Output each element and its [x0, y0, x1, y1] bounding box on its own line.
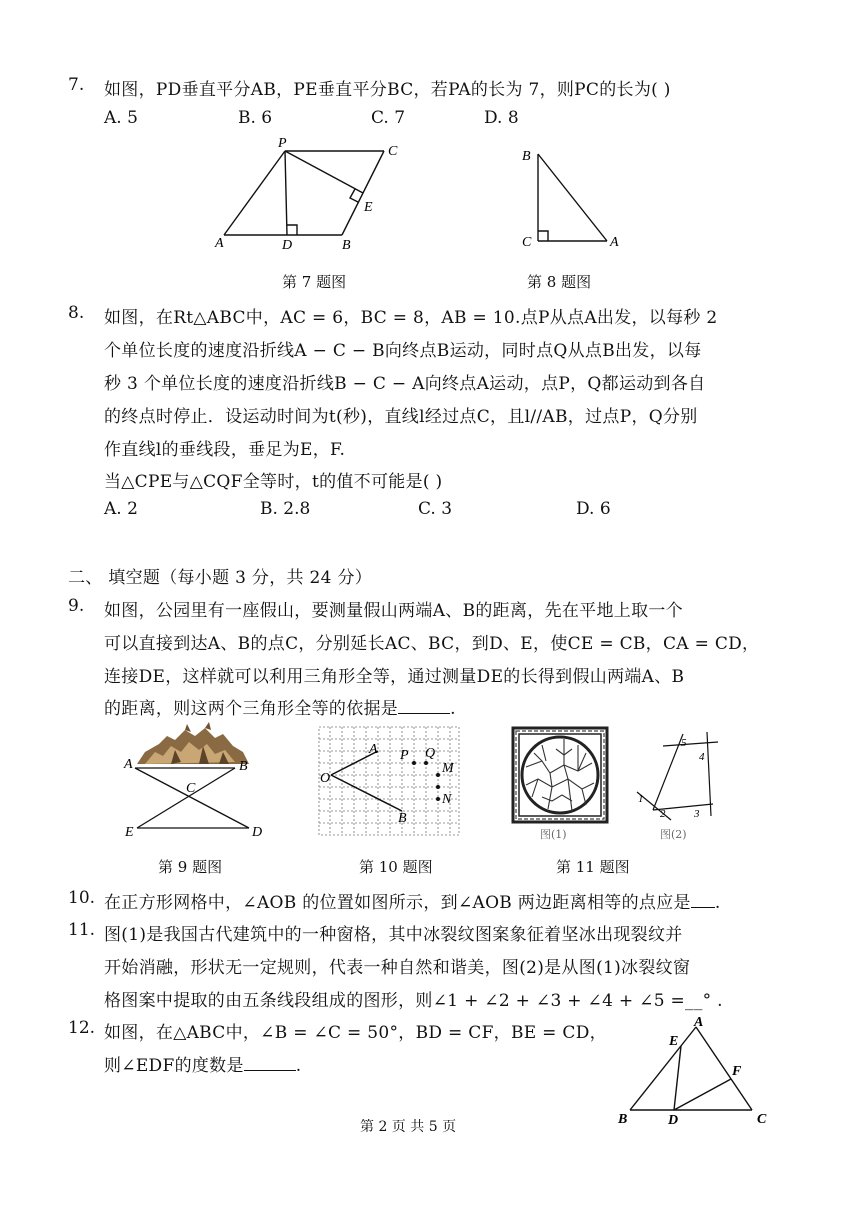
q12-line-2-text: 则∠EDF的度数是 [104, 1056, 244, 1076]
q11-line-1: 图(1)是我国古代建筑中的一种窗格，其中冰裂纹图案象征着坚冰出现裂纹并 [104, 925, 683, 945]
fig9-label-c: C [186, 781, 196, 796]
q12-line-1: 如图，在△ABC中，∠B = ∠C = 50°，BD = CF，BE = CD， [104, 1023, 607, 1043]
q7-option-d: D. 8 [484, 108, 519, 128]
q12-end: . [295, 1056, 302, 1076]
q11-number: 11. [68, 920, 96, 940]
fig11-angle-4: 4 [699, 751, 705, 763]
figure-9-diagram [115, 722, 275, 844]
q8-line-5: 作直线l的垂线段，垂足为E，F. [104, 440, 346, 460]
fig10-label-n: N [442, 792, 452, 807]
q10-text: 在正方形网格中，∠AOB 的位置如图所示，到∠AOB 两边距离相等的点应是 [104, 893, 691, 913]
fig11-angle-1: 1 [638, 793, 644, 805]
q8-line-2: 个单位长度的速度沿折线A − C − B向终点B运动，同时点Q从点B出发，以每 [104, 341, 702, 361]
fig7-label-d: D [282, 238, 293, 253]
q8-number: 8. [68, 303, 85, 323]
q8-option-d: D. 6 [576, 499, 611, 519]
q12-number: 12. [68, 1018, 96, 1038]
q9-line-2: 可以直接到达A、B的点C，分别延长AC、BC，到D、E，使CE = CB，CA = CD， [104, 634, 760, 654]
q7-option-a: A. 5 [104, 108, 138, 128]
fig10-label-q: Q [425, 746, 436, 761]
fig11-caption: 第 11 题图 [556, 858, 630, 876]
fig10-label-o: O [320, 771, 331, 786]
fig11-angle-3: 3 [694, 808, 700, 820]
q11-line-3: 格图案中提取的由五条线段组成的图形，则∠1 + ∠2 + ∠3 + ∠4 + ∠5 =__° . [104, 991, 723, 1011]
q9-end: . [450, 699, 456, 719]
fig8-label-a: A [610, 235, 619, 250]
fig12-label-d: D [668, 1113, 679, 1128]
fig11-angle-5: 5 [681, 737, 687, 749]
fig8-label-c: C [522, 235, 532, 250]
q7-option-c: C. 7 [371, 108, 406, 128]
fig10-label-a: A [369, 742, 378, 757]
q7-number: 7. [68, 75, 85, 95]
figure-7-diagram [200, 135, 420, 255]
q11-line-2: 开始消融，形状无一定规则，代表一种自然和谐美，图(2)是从图(1)冰裂纹窗 [104, 958, 691, 978]
fig7-label-e: E [364, 200, 373, 215]
fig9-caption: 第 9 题图 [158, 858, 223, 876]
fig7-caption: 第 7 题图 [282, 273, 347, 291]
q7-option-b: B. 6 [238, 108, 273, 128]
q8-option-b: B. 2.8 [260, 499, 311, 519]
fig8-caption: 第 8 题图 [527, 273, 592, 291]
q8-option-a: A. 2 [104, 499, 138, 519]
fig11-angle-2: 2 [660, 808, 666, 820]
q9-line-3: 连接DE，这样就可以利用三角形全等，通过测量DE的长得到假山两端A、B [104, 667, 685, 687]
fig11-sub1-label: 图(1) [540, 828, 567, 841]
q7-stem: 如图，PD垂直平分AB，PE垂直平分BC，若PA的长为 7，则PC的长为( ) [104, 80, 671, 100]
fig11-sub2-label: 图(2) [660, 828, 687, 841]
q10-end: . [714, 893, 721, 913]
q9-line-1: 如图，公园里有一座假山，要测量假山两端A、B的距离，先在平地上取一个 [104, 601, 683, 621]
fig12-label-c: C [757, 1112, 767, 1127]
fig10-label-m: M [442, 761, 454, 776]
page-footer: 第 2 页 共 5 页 [360, 1119, 457, 1135]
q9-answer-blank [398, 699, 450, 714]
fig7-label-p: P [278, 136, 287, 151]
figure-12-diagram [612, 1015, 782, 1130]
q8-line-6: 当△CPE与△CQF全等时，t的值不可能是( ) [104, 472, 443, 492]
fig10-label-b: B [398, 811, 407, 826]
q8-line-4: 的终点时停止．设运动时间为t(秒)，直线l经过点C，且l//AB，过点P，Q分别 [104, 407, 698, 427]
fig7-label-c: C [388, 144, 398, 159]
fig9-label-b: B [239, 759, 248, 774]
q12-answer-blank [244, 1056, 296, 1071]
fig12-label-a: A [694, 1015, 704, 1030]
fig12-label-e: E [669, 1034, 679, 1049]
q8-line-3: 秒 3 个单位长度的速度沿折线B − C − A向终点A运动，点P，Q都运动到各自 [104, 374, 706, 394]
fig9-label-a: A [124, 757, 133, 772]
fig10-label-p: P [400, 748, 409, 763]
q10-number: 10. [68, 888, 96, 908]
figure-11-window-lattice [512, 727, 608, 823]
q8-option-c: C. 3 [418, 499, 453, 519]
figure-10-diagram [318, 726, 463, 838]
fig7-label-b: B [342, 238, 351, 253]
fig12-label-b: B [618, 1112, 628, 1127]
q8-line-1: 如图，在Rt△ABC中，AC = 6，BC = 8，AB = 10.点P从点A出发，以每秒 2 [104, 308, 718, 328]
fig9-label-e: E [125, 825, 134, 840]
fig8-label-b: B [522, 149, 531, 164]
fig9-label-d: D [252, 825, 263, 840]
figure-11-five-segments [625, 728, 721, 824]
fig7-label-a: A [215, 236, 224, 251]
q10-answer-blank [691, 893, 715, 908]
q9-number: 9. [68, 596, 85, 616]
q9-line-4-text: 的距离，则这两个三角形全等的依据是 [104, 699, 399, 719]
rockery-picture [137, 722, 249, 764]
fig10-caption: 第 10 题图 [359, 858, 433, 876]
q10-stem [104, 888, 721, 913]
section-2-heading: 二、 填空题（每小题 3 分，共 24 分） [68, 568, 373, 588]
q9-line-4 [104, 694, 456, 719]
figure-8-diagram [515, 140, 635, 255]
fig12-label-f: F [732, 1064, 742, 1079]
q12-line-2 [104, 1051, 302, 1076]
